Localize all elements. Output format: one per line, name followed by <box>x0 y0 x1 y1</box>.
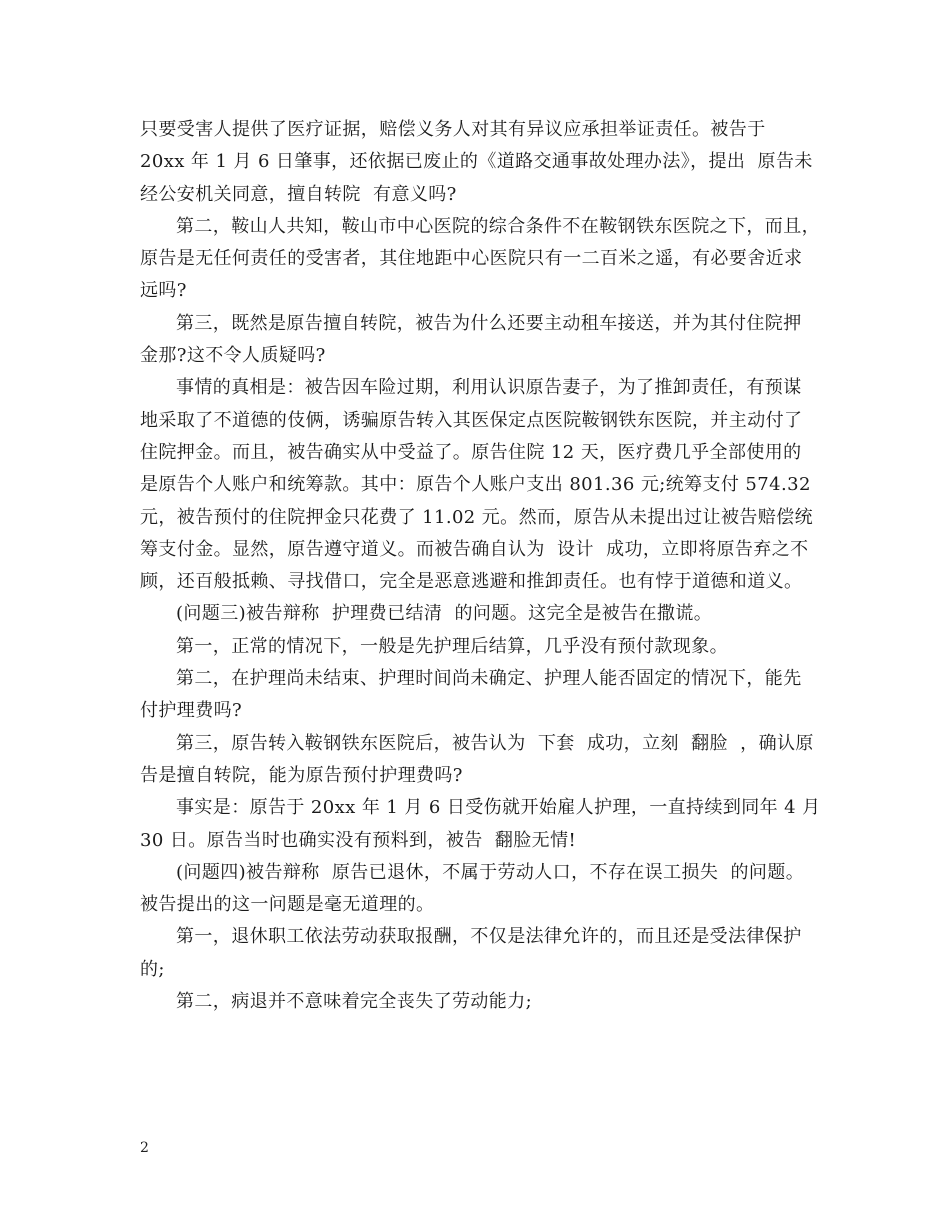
paragraph <box>140 308 820 373</box>
text-line: 只要受害人提供了医疗证据，赔偿义务人对其有异议应承担举证责任。被告于 <box>140 119 766 140</box>
text-line: 付护理费吗? <box>140 700 243 722</box>
body-text <box>140 114 820 1018</box>
text-line: 顾，还百般抵赖、寻找借口，完全是恶意逃避和推卸责任。也有悖于道德和道义。 <box>140 571 803 593</box>
text-line: 元，被告预付的住院押金只花费了 11.02 元。然而，原告从未提出过让被告赔偿统 <box>140 506 813 528</box>
text-line: 金那?这不令人质疑吗? <box>140 345 326 367</box>
paragraph <box>140 372 820 598</box>
paragraph <box>140 663 820 728</box>
text-line: 是原告个人账户和统筹款。其中：原告个人账户支出 801.36 元;统筹支付 574.32 <box>140 474 811 496</box>
text-line: 第一，正常的情况下，一般是先护理后结算，几乎没有预付款现象。 <box>176 635 728 657</box>
text-line: 第三，原告转入鞍钢铁东医院后，被告认为 下套 成功，立刻 翻脸 ，确认原 <box>176 732 814 754</box>
text-line: 原告是无任何责任的受害者，其住地距中心医院只有一二百米之遥，有必要舍近求 <box>140 248 803 270</box>
text-line: (问题四)被告辩称 原告已退休，不属于劳动人口，不存在误工损失 的问题。 <box>176 861 805 883</box>
page-number: 2 <box>140 1140 149 1156</box>
text-line: 第二，病退并不意味着完全丧失了劳动能力; <box>176 991 533 1013</box>
text-line: 的; <box>140 958 165 980</box>
text-line: 事情的真相是：被告因车险过期，利用认识原告妻子，为了推卸责任，有预谋 <box>176 377 802 399</box>
paragraph <box>140 921 820 986</box>
paragraph <box>140 211 820 308</box>
text-line: 筹支付金。显然，原告遵守道义。而被告确自认为 设计 成功，立即将原告弃之不 <box>140 538 809 560</box>
text-line: 经公安机关同意，擅自转院 有意义吗? <box>140 183 457 205</box>
paragraph <box>140 631 820 663</box>
text-line: 第三，既然是原告擅自转院，被告为什么还要主动租车接送，并为其付住院押 <box>176 312 802 334</box>
text-line: 第二，在护理尚未结束、护理时间尚未确定、护理人能否固定的情况下，能先 <box>176 668 802 690</box>
text-line: 被告提出的这一问题是毫无道理的。 <box>140 894 435 916</box>
text-line: (问题三)被告辩称 护理费已结清 的问题。这完全是被告在撒谎。 <box>176 603 713 625</box>
paragraph <box>140 792 820 857</box>
text-line: 20xx 年 1 月 6 日肇事，还依据已废止的《道路交通事故处理办法》，提出 原告未 <box>140 151 813 173</box>
text-line: 第一，退休职工依法劳动获取报酬，不仅是法律允许的，而且还是受法律保护 <box>176 926 802 948</box>
text-line: 第二，鞍山人共知，鞍山市中心医院的综合条件不在鞍钢铁东医院之下，而且， <box>176 215 820 237</box>
paragraph <box>140 986 820 1018</box>
paragraph <box>140 114 820 211</box>
text-line: 告是擅自转院，能为原告预付护理费吗? <box>140 764 463 786</box>
text-line: 远吗? <box>140 280 187 302</box>
paragraph <box>140 598 820 630</box>
text-line: 事实是：原告于 20xx 年 1 月 6 日受伤就开始雇人护理，一直持续到同年 4 月 <box>176 797 821 819</box>
paragraph <box>140 857 820 922</box>
text-line: 地采取了不道德的伎俩，诱骗原告转入其医保定点医院鞍钢铁东医院，并主动付了 <box>140 409 803 431</box>
paragraph <box>140 728 820 793</box>
text-line: 30 日。原告当时也确实没有预料到，被告 翻脸无情! <box>140 829 577 851</box>
text-line: 住院押金。而且，被告确实从中受益了。原告住院 12 天，医疗费几乎全部使用的 <box>140 441 802 463</box>
